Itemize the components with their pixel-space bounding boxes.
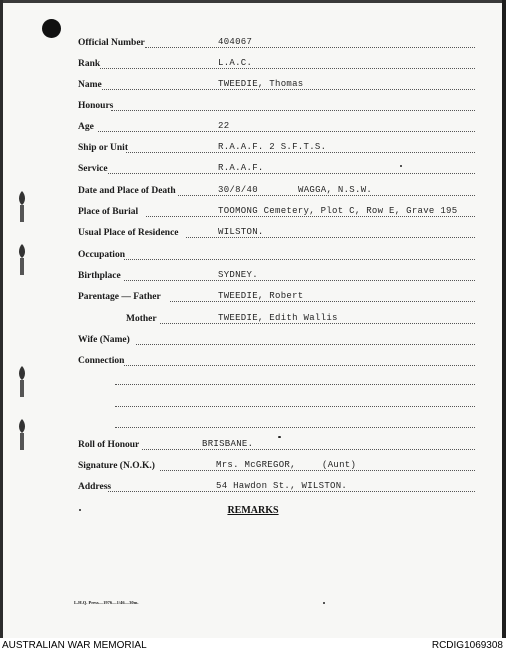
field-label: Occupation	[78, 250, 125, 260]
connection-line	[115, 427, 475, 428]
field-value: BRISBANE.	[202, 439, 254, 449]
dotted-line	[170, 301, 475, 302]
dotted-line	[108, 491, 475, 492]
dotted-line	[145, 47, 475, 48]
dotted-line	[100, 68, 475, 69]
field-value: L.A.C.	[218, 58, 253, 68]
field-label: Name	[78, 80, 102, 90]
scan-speck	[323, 602, 325, 604]
field-value: 54 Hawdon St., WILSTON.	[216, 481, 348, 491]
scan-edge-top	[0, 0, 506, 3]
field-label: Place of Burial	[78, 207, 139, 217]
field-label: Parentage — Father	[78, 292, 161, 302]
binder-ring-icon	[15, 365, 29, 399]
field-value: 22	[218, 121, 230, 131]
dotted-line	[124, 365, 475, 366]
punch-hole	[42, 19, 61, 38]
scan-speck	[79, 509, 81, 511]
field-value: TOOMONG Cemetery, Plot C, Row E, Grave 195	[218, 206, 458, 216]
field-label: Age	[78, 122, 94, 132]
dotted-line	[126, 152, 475, 153]
field-value: Mrs. McGREGOR,	[216, 460, 296, 470]
dotted-line	[178, 195, 475, 196]
binder-ring-icon	[15, 418, 29, 452]
field-label: Rank	[78, 59, 101, 69]
field-label: Roll of Honour	[78, 440, 140, 450]
dotted-line	[124, 280, 475, 281]
field-label: Ship or Unit	[78, 143, 128, 153]
field-value: TWEEDIE, Robert	[218, 291, 304, 301]
field-label: Official Number	[78, 38, 145, 48]
field-value: 404067	[218, 37, 253, 47]
connection-line	[115, 406, 475, 407]
field-value: TWEEDIE, Edith Wallis	[218, 313, 338, 323]
dotted-line	[146, 216, 475, 217]
dotted-line	[160, 470, 475, 471]
dotted-line	[160, 323, 475, 324]
field-label: Service	[78, 164, 108, 174]
dotted-line	[136, 344, 475, 345]
dotted-line	[142, 449, 475, 450]
scan-speck	[400, 165, 402, 167]
field-label: Connection	[78, 356, 125, 366]
field-value: R.A.A.F. 2 S.F.T.S.	[218, 142, 327, 152]
connection-line	[115, 384, 475, 385]
scan-edge-right	[502, 0, 506, 638]
archive-reference: RCDIG1069308	[431, 640, 503, 651]
field-label: Address	[78, 482, 112, 492]
dotted-line	[186, 237, 475, 238]
archive-name: AUSTRALIAN WAR MEMORIAL	[2, 640, 147, 651]
field-label: Honours	[78, 101, 114, 111]
dotted-line	[108, 173, 475, 174]
scan-speck	[278, 436, 281, 438]
binder-ring-icon	[15, 190, 29, 224]
remarks-heading: REMARKS	[227, 505, 279, 516]
field-label: Signature (N.O.K.)	[78, 461, 155, 471]
printer-imprint: L.H.Q. Press—1976—1/46—30m.	[74, 600, 139, 605]
dotted-line	[102, 89, 475, 90]
field-label: Usual Place of Residence	[78, 228, 179, 238]
scan-edge-left	[0, 0, 3, 638]
dotted-line	[98, 131, 475, 132]
field-label: Date and Place of Death	[78, 186, 176, 196]
field-label: Birthplace	[78, 271, 121, 281]
binder-ring-icon	[15, 243, 29, 277]
field-label: Wife (Name)	[78, 335, 130, 345]
archive-footer	[0, 638, 506, 654]
field-value: 30/8/40	[218, 185, 258, 195]
field-value-relationship: (Aunt)	[322, 460, 357, 470]
field-value: SYDNEY.	[218, 270, 258, 280]
field-value-place: WAGGA, N.S.W.	[298, 185, 373, 195]
field-value: WILSTON.	[218, 227, 264, 237]
field-value: TWEEDIE, Thomas	[218, 79, 304, 89]
dotted-line	[111, 110, 475, 111]
field-label: Mother	[126, 314, 157, 324]
dotted-line	[124, 259, 475, 260]
field-value: R.A.A.F.	[218, 163, 264, 173]
